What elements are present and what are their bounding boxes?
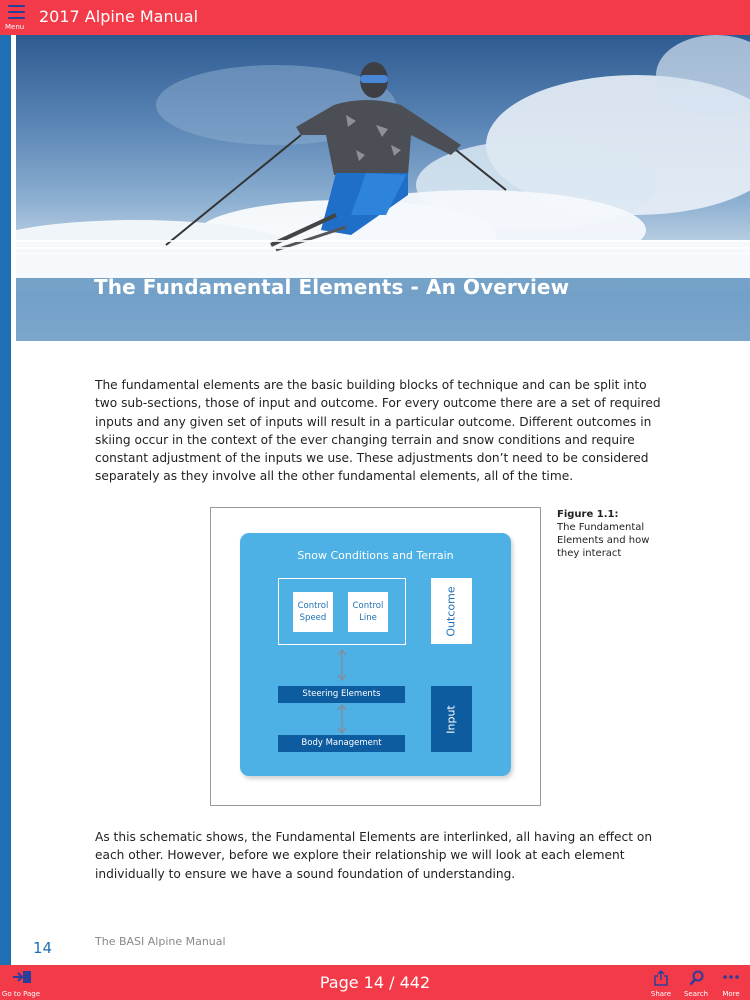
control-line-line1: Control [352, 601, 384, 611]
more-button[interactable] [716, 965, 746, 1000]
figure-caption-text: The Fundamental Elements and how they interact [557, 522, 650, 559]
outcome-label: Outcome [445, 585, 458, 637]
share-label: Share [650, 990, 672, 998]
double-arrow-icon [335, 703, 349, 735]
app-title: 2017 Alpine Manual [39, 7, 199, 26]
search-button[interactable] [681, 965, 711, 1000]
figure-frame [210, 507, 541, 806]
diagram-title: Snow Conditions and Terrain [297, 549, 454, 562]
input-box [431, 686, 472, 752]
hero-stripe [16, 240, 750, 242]
more-label: More [722, 990, 740, 998]
page-number: 14 [33, 939, 53, 957]
go-to-page-label: Go to Page [1, 990, 41, 998]
share-button[interactable] [646, 965, 676, 1000]
fundamental-elements-diagram [240, 533, 511, 776]
search-label: Search [683, 990, 709, 998]
double-arrow-icon [335, 648, 349, 682]
body-paragraph-1: The fundamental elements are the basic building blocks of technique and can be split into two sub-sections, those of input and outcome. For every outcome there are a set of required inputs and any given set of inputs will result in a particular outcome. Different outcomes in skiing occur in the context of the ever changing terrain and snow conditions and require constant adjustment of the inputs we use. These adjustments don’t need to be considered separately as they involve all the other fundamental elements, all of the time. [95, 378, 661, 484]
hero-stripe [16, 253, 750, 254]
page-edge [0, 35, 16, 965]
hamburger-menu-icon [8, 5, 25, 19]
hero-photo [16, 35, 750, 341]
control-speed-line2: Speed [299, 613, 327, 623]
steering-elements-bar: Steering Elements [278, 686, 405, 703]
outcome-group [278, 578, 406, 645]
hero-stripe [16, 247, 750, 249]
control-line-line2: Line [359, 613, 377, 623]
control-speed-box [293, 592, 333, 632]
search-icon [689, 970, 704, 986]
figure-label: Figure 1.1: [557, 509, 619, 520]
top-app-bar [0, 0, 750, 35]
outcome-box [431, 578, 472, 644]
section-title: The Fundamental Elements - An Overview [94, 275, 570, 299]
menu-label: Menu [5, 23, 25, 31]
menu-button[interactable] [0, 0, 34, 35]
bottom-toolbar [0, 965, 750, 1000]
manual-name: The BASI Alpine Manual [95, 935, 226, 948]
figure-caption [557, 508, 657, 560]
page-indicator: Page 14 / 442 [319, 973, 431, 992]
control-speed-line1: Control [297, 601, 329, 611]
body-paragraph-2: As this schematic shows, the Fundamental Elements are interlinked, all having an effect on each other. However, before we explore their relationship we will look at each element individually to ensure we have a sound foundation of understanding. [95, 830, 653, 881]
control-line-box [348, 592, 388, 632]
body-management-bar: Body Management [278, 735, 405, 752]
share-icon [654, 970, 668, 986]
more-icon [722, 970, 740, 984]
input-label: Input [444, 704, 458, 734]
